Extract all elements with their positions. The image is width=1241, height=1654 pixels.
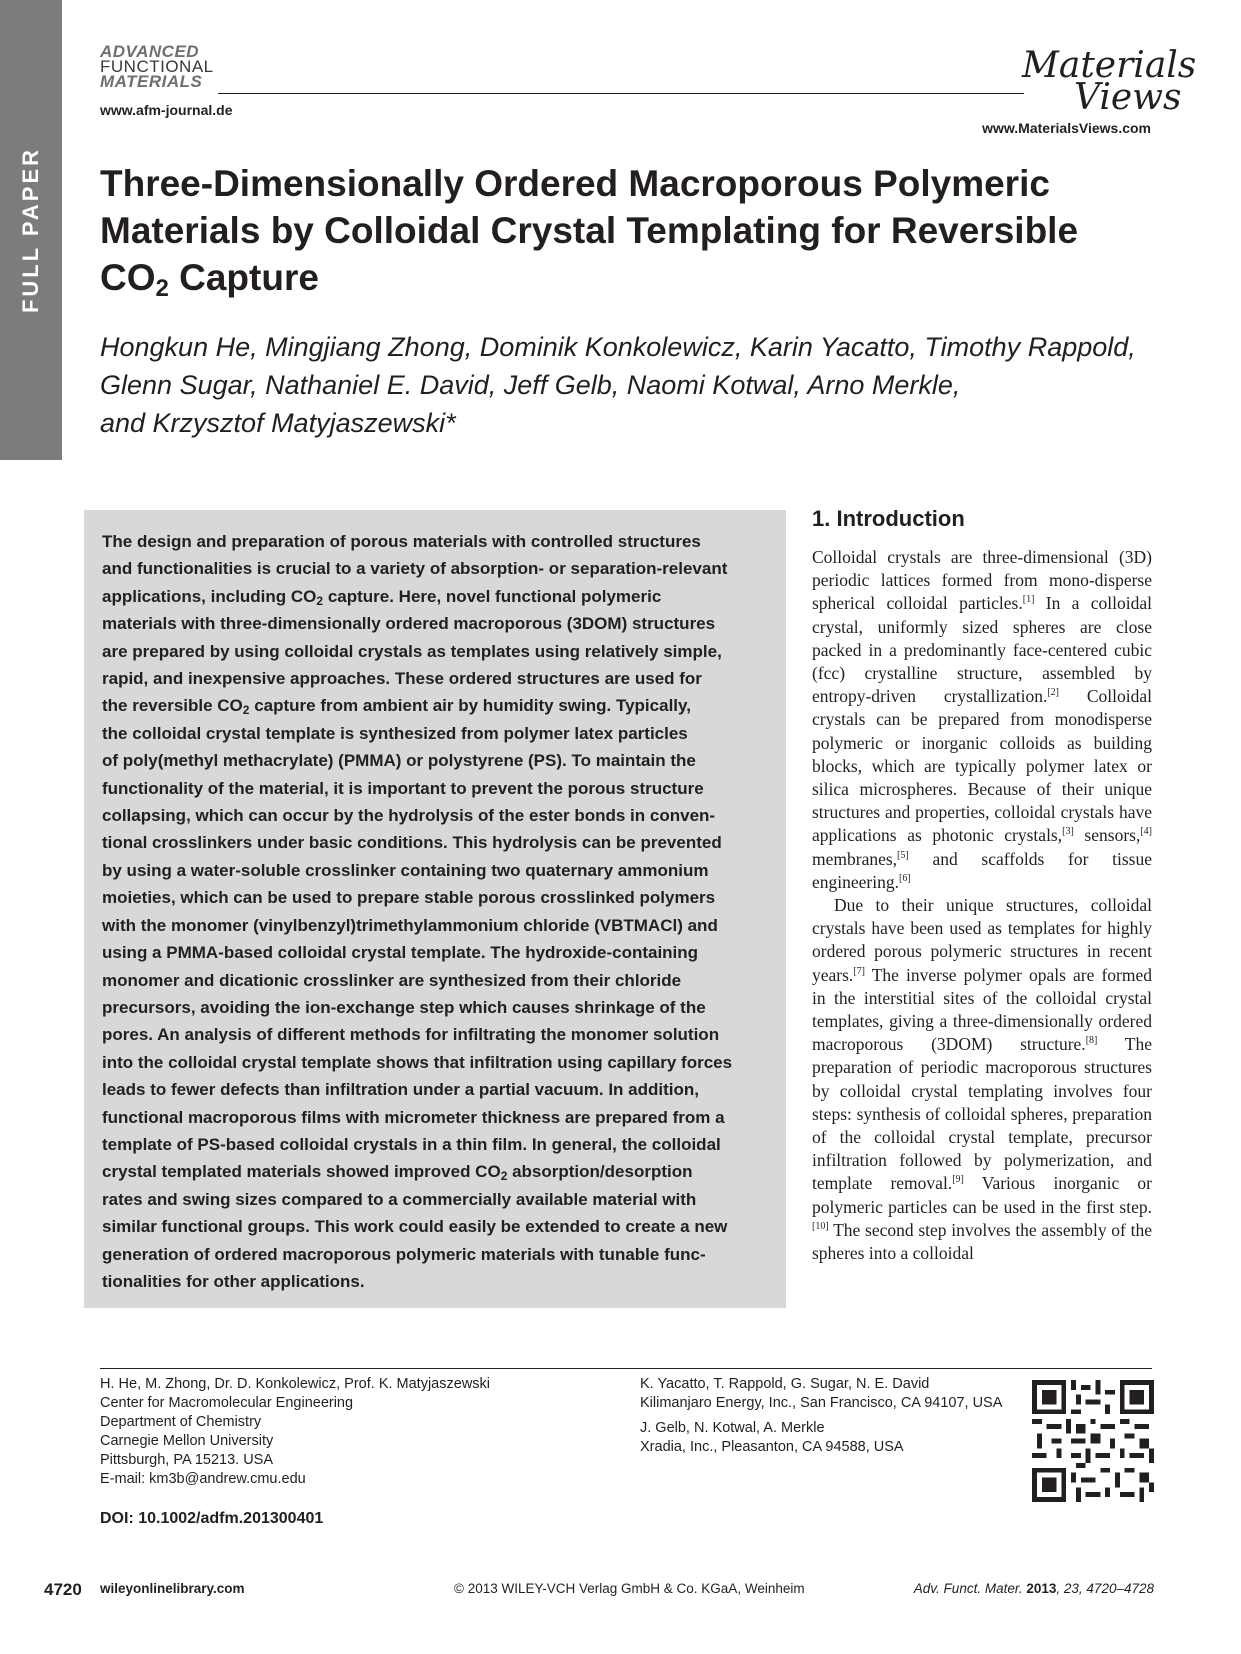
abstract-line: into the colloidal crystal template shows that infiltration using capillary forces (102, 1052, 733, 1072)
journal-url-link[interactable]: www.afm-journal.de (100, 102, 233, 118)
affiliation-line: J. Gelb, N. Kotwal, A. Merkle (640, 1420, 825, 1436)
section-heading-introduction: 1. Introduction (812, 506, 965, 531)
abstract-line: precursors, avoiding the ion-exchange step which causes shrinkage of the (102, 997, 706, 1017)
author-line-3: and Krzysztof Matyjaszewski* (100, 408, 456, 438)
abstract-line: rapid, and inexpensive approaches. These ordered structures are used for (102, 669, 702, 689)
abstract-line: monomer and dicationic crosslinker are synthesized from their chloride (102, 970, 682, 990)
intro-paragraph-2: Due to their unique structures, colloidal crystals have been used as templates for highly ordered porous polymeric structures in recent years.[7] The inverse polymer opals are formed in the interstitial sites of the colloidal crystal templates, giving a three-dimensionally ordered macroporous (3DOM) structure.[8] The preparation of periodic macroporous structures by colloidal crystal templating involves four steps: synthesis of colloidal spheres, preparation of the colloidal crystal template, precursor infiltration followed by polymerization, and template removal.[9] Various inorganic or polymeric particles can be used in the first step.[10] The second step involves the assembly of the spheres into a colloidal (812, 895, 1153, 1264)
journal-logo-line2: FUNCTIONAL (100, 57, 214, 76)
page-number: 4720 (44, 1580, 82, 1599)
abstract-line: and functionalities is crucial to a variety of absorption- or separation-relevant (102, 559, 728, 579)
affiliation-group-2 (640, 1419, 1002, 1457)
title-line-1: Three-Dimensionally Ordered Macroporous Polymeric (100, 163, 1050, 204)
intro-paragraph-1: Colloidal crystals are three-dimensional (3D) periodic lattices formed from mono-disperse spherical colloidal particles.[1] In a colloidal crystal, uniformly sized spheres are close packed in a predominantly face-centered cubic (fcc) crystalline structure, assembled by entropy-driven crystallization.[2] Colloidal crystals can be prepared from monodisperse polymeric or inorganic colloids as building blocks, which are typically polymer latex or silica microspheres. Because of their unique structures and properties, colloidal crystals have applications as photonic crystals,[3] sensors,[4] membranes,[5] and scaffolds for tissue engineering.[6] (812, 547, 1153, 892)
footer-citation (914, 1581, 1154, 1596)
abstract-line: pores. An analysis of different methods for infiltrating the monomer solution (102, 1025, 720, 1045)
citation-volume-pages: , 23, 4720–4728 (1056, 1581, 1154, 1596)
publisher-logo (1022, 45, 1197, 118)
abstract-line: applications, including $CO_2$ capture. Here, novel functional polymeric (102, 586, 662, 608)
author-line-1: Hongkun He, Mingjiang Zhong, Dominik Konkolewicz, Karin Yacatto, Timothy Rappold, (100, 332, 1136, 362)
journal-logo-line1: ADVANCED (100, 42, 200, 61)
affiliation-line: Pittsburgh, PA 15213. USA (100, 1452, 274, 1468)
abstract-line: collapsing, which can occur by the hydrolysis of the ester bonds in conven- (102, 806, 716, 826)
abstract-line: The design and preparation of porous materials with controlled structures (102, 532, 701, 551)
introduction-body (812, 546, 1152, 1265)
abstract-line: using a PMMA-based colloidal crystal template. The hydroxide-containing (102, 943, 699, 963)
affiliation-line: Carnegie Mellon University (100, 1433, 274, 1449)
citation-journal: Adv. Funct. Mater. (913, 1581, 1023, 1596)
abstract-line: rates and swing sizes compared to a commercially available material with (102, 1189, 697, 1209)
abstract-line: crystal templated materials showed improved $CO_2$ absorption/desorption (102, 1162, 693, 1184)
abstract-box (84, 510, 786, 1308)
journal-logo (100, 44, 214, 89)
abstract-line: tionalities for other applications. (102, 1271, 365, 1291)
abstract-line: materials with three-dimensionally ordered macroporous (3DOM) structures (102, 614, 716, 634)
abstract-line: leads to fewer defects than infiltration under a partial vacuum. In addition, (102, 1080, 699, 1100)
affiliation-line: K. Yacatto, T. Rappold, G. Sugar, N. E. David (640, 1376, 930, 1392)
title-line-2: Materials by Colloidal Crystal Templating for Reversible (100, 210, 1079, 251)
affiliation-rule (100, 1368, 1152, 1369)
abstract-line: by using a water-soluble crosslinker containing two quaternary ammonium (102, 860, 709, 880)
abstract-line: functionality of the material, it is important to prevent the porous structure (102, 778, 704, 798)
affiliation-line: Xradia, Inc., Pleasanton, CA 94588, USA (640, 1439, 904, 1455)
paper-title (100, 160, 1160, 301)
abstract-line: moieties, which can be used to prepare stable porous crosslinked polymers (102, 888, 716, 908)
page-footer (44, 1580, 1154, 1600)
affiliation-line: Department of Chemistry (100, 1414, 262, 1430)
publisher-url-link[interactable]: www.MaterialsViews.com (982, 120, 1151, 136)
abstract-line: the reversible $CO_2$ capture from ambient air by humidity swing. Typically, (102, 696, 691, 718)
footer-copyright: © 2013 WILEY-VCH Verlag GmbH & Co. KGaA, Weinheim (454, 1581, 805, 1596)
title-subscript: 2 (155, 275, 169, 302)
abstract-line: similar functional groups. This work could easily be extended to create a new (102, 1217, 728, 1237)
section-tab-label: FULL PAPER (18, 146, 43, 314)
publisher-logo-line1: Materials (1022, 45, 1197, 86)
affiliation-right (640, 1375, 1002, 1457)
abstract-line: tional crosslinkers under basic conditions. This hydrolysis can be prevented (102, 833, 722, 853)
affiliation-line: H. He, M. Zhong, Dr. D. Konkolewicz, Prof. K. Matyjaszewski (100, 1376, 491, 1392)
affiliation-left (100, 1375, 490, 1489)
author-line-2: Glenn Sugar, Nathaniel E. David, Jeff Gelb, Naomi Kotwal, Arno Merkle, (100, 370, 961, 400)
title-capture: Capture (168, 257, 319, 298)
publisher-logo-line2: Views (1074, 77, 1182, 118)
citation-year: 2013 (1026, 1581, 1057, 1596)
affiliation-group-1 (640, 1375, 1002, 1413)
abstract-line: are prepared by using colloidal crystals as templates using relatively simple, (102, 641, 722, 661)
affiliation-line: E-mail: km3b@andrew.cmu.edu (100, 1471, 306, 1487)
footer-site-link[interactable]: wileyonlinelibrary.com (100, 1581, 245, 1596)
abstract-text (102, 528, 768, 1295)
abstract-line: functional macroporous films with micrometer thickness are prepared from a (102, 1107, 725, 1127)
abstract-line: template of PS-based colloidal crystals in a thin film. In general, the colloidal (102, 1134, 721, 1154)
header-rule (218, 93, 1024, 94)
abstract-line: the colloidal crystal template is synthesized from polymer latex particles (102, 723, 688, 743)
journal-logo-line3: MATERIALS (100, 72, 203, 91)
section-tab (0, 0, 62, 460)
abstract-line: generation of ordered macroporous polymeric materials with tunable func- (102, 1244, 706, 1264)
author-list (100, 328, 1180, 442)
abstract-line: of poly(methyl methacrylate) (PMMA) or polystyrene (PS). To maintain the (102, 751, 696, 771)
doi-link[interactable]: DOI: 10.1002/adfm.201300401 (100, 1510, 324, 1527)
affiliation-line: Center for Macromolecular Engineering (100, 1395, 354, 1411)
abstract-line: with the monomer (vinylbenzyl)trimethylammonium chloride (VBTMACl) and (102, 915, 718, 935)
qr-code[interactable] (1032, 1380, 1154, 1502)
title-line-3 (100, 254, 1160, 301)
affiliation-line: Kilimanjaro Energy, Inc., San Francisco, CA 94107, USA (640, 1395, 1003, 1411)
title-co: CO (100, 257, 156, 298)
